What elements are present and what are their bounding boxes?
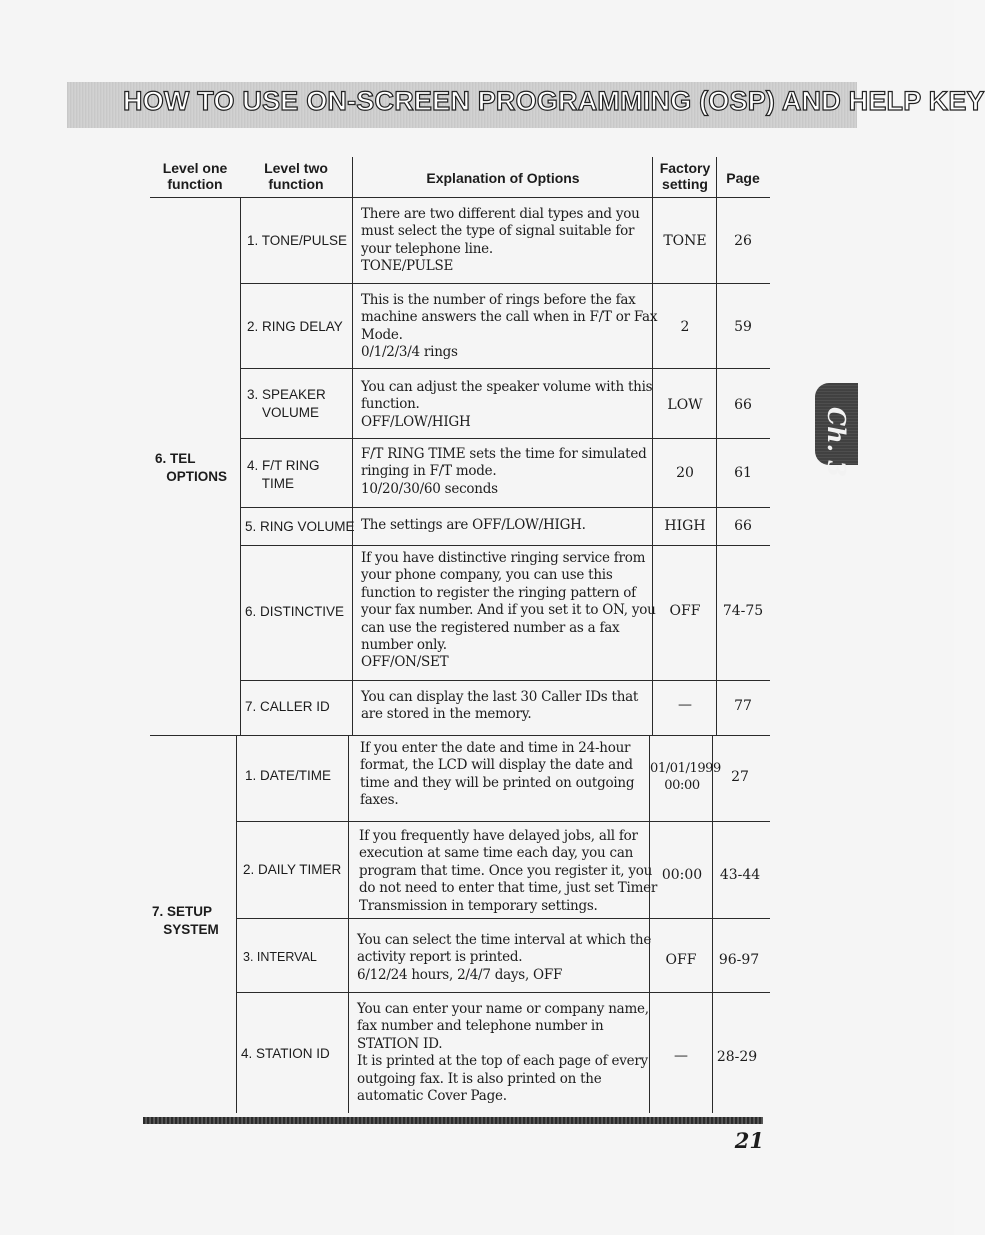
factory-setting: 2	[680, 319, 690, 335]
factory-setting: 20	[676, 465, 694, 481]
row-rule	[240, 507, 770, 508]
col-header-explanation: Explanation of Options	[426, 170, 580, 186]
factory-setting: 01/01/1999 00:00	[650, 761, 721, 793]
level-two-label: 7. CALLER ID	[245, 699, 330, 714]
col-header-page: Page	[726, 170, 760, 186]
row-rule	[240, 283, 770, 284]
page-ref: 66	[734, 397, 752, 413]
header-rule	[150, 197, 770, 198]
explanation-text: If you frequently have delayed jobs, all for execution at same time each day, you can program that time. Once you register it, you do not need to enter that time, just set Timer Transmission in temporary settings.	[359, 828, 658, 914]
explanation-text: You can adjust the speaker volume with this function. OFF/LOW/HIGH	[361, 379, 653, 430]
explanation-text: There are two different dial types and you must select the type of signal suitable for your telephone line. TONE/PULSE	[361, 206, 640, 275]
level-two-label: 1. DATE/TIME	[245, 768, 332, 783]
row-rule	[240, 680, 770, 681]
page-ref: 27	[731, 769, 749, 785]
factory-setting: LOW	[667, 397, 703, 413]
page-ref: 74-75	[722, 603, 764, 619]
col-header-level-one: Level one function	[162, 160, 228, 192]
explanation-text: You can enter your name or company name, fax number and telephone number in STATION ID. It is printed at the top of each page of every outgoing fax. It is also printed on the automatic Cover Page.	[357, 1001, 649, 1105]
factory-setting: HIGH	[664, 518, 706, 534]
col-header-level-two: Level two function	[264, 160, 328, 192]
level-two-label: 6. DISTINCTIVE	[245, 604, 345, 619]
level-one-tel-options: 6. TEL OPTIONS	[155, 451, 228, 484]
explanation-text: You can display the last 30 Caller IDs that are stored in the memory.	[361, 689, 639, 723]
level-two-label: 3. INTERVAL	[243, 950, 317, 964]
explanation-text: This is the number of rings before the fax machine answers the call when in F/T or Fax Mode. 0/1/2/3/4 rings	[361, 292, 658, 361]
level-two-label: 4. STATION ID	[241, 1046, 330, 1061]
row-rule	[236, 918, 770, 919]
row-rule	[236, 821, 770, 822]
page-ref: 66	[734, 518, 752, 534]
page-ref: 77	[734, 698, 752, 714]
level-two-label: 1. TONE/PULSE	[247, 233, 348, 248]
level-two-label: 2. DAILY TIMER	[243, 862, 342, 877]
factory-setting: OFF	[665, 952, 697, 968]
page-ref: 96-97	[718, 952, 760, 968]
header-divider-4	[716, 157, 717, 197]
level-two-label: 4. F/T RING TIME	[247, 458, 320, 491]
factory-setting: OFF	[669, 603, 701, 619]
page-title: HOW TO USE ON-SCREEN PROGRAMMING (OSP) AND HELP KEY	[123, 86, 985, 116]
explanation-text: If you have distinctive ringing service from your phone company, you can use this function to register the ringing pattern of your fax number. And if you set it to ON, you can use the registered number as a fax number only. OFF/ON/SET	[361, 550, 656, 671]
factory-setting: 00:00	[661, 867, 703, 883]
group-rule	[150, 735, 770, 736]
level-two-label: 2. RING DELAY	[247, 319, 343, 334]
page-ref: 26	[734, 233, 752, 249]
col-rule-level-two	[240, 198, 241, 736]
header-banner	[67, 82, 985, 128]
factory-setting: TONE	[663, 233, 707, 249]
level-one-setup-system: 7. SETUP SYSTEM	[152, 904, 219, 937]
explanation-text: If you enter the date and time in 24-hour format, the LCD will display the date and time and they will be printed on outgoing faxes.	[360, 740, 635, 809]
row-rule	[240, 438, 770, 439]
chapter-tab	[815, 383, 858, 477]
col-rule-explanation	[352, 198, 353, 736]
row-rule	[240, 545, 770, 546]
explanation-text: The settings are OFF/LOW/HIGH.	[361, 517, 586, 533]
factory-setting: —	[678, 697, 692, 713]
level-two-label: 5. RING VOLUME	[245, 519, 355, 534]
row-rule	[240, 368, 770, 369]
footer-rule	[143, 1117, 763, 1124]
col-rule-level-two-b	[236, 736, 237, 1113]
chapter-tab-label: Ch. 3	[822, 407, 851, 477]
header-divider-3	[652, 157, 653, 197]
header-divider-2	[352, 157, 353, 197]
row-rule	[236, 992, 770, 993]
page-ref: 43-44	[719, 867, 761, 883]
page-number: 21	[734, 1128, 764, 1153]
level-two-label: 3. SPEAKER VOLUME	[247, 387, 326, 420]
col-header-factory: Factory setting	[659, 160, 711, 192]
explanation-text: You can select the time interval at which the activity report is printed. 6/12/24 hours, 2/4/7 days, OFF	[357, 932, 652, 983]
page-ref: 28-29	[716, 1049, 758, 1065]
col-rule-explanation-b	[348, 736, 349, 1113]
factory-setting: —	[674, 1048, 688, 1064]
page-ref: 61	[734, 465, 752, 481]
explanation-text: F/T RING TIME sets the time for simulated ringing in F/T mode. 10/20/30/60 seconds	[361, 446, 647, 497]
page-ref: 59	[734, 319, 752, 335]
